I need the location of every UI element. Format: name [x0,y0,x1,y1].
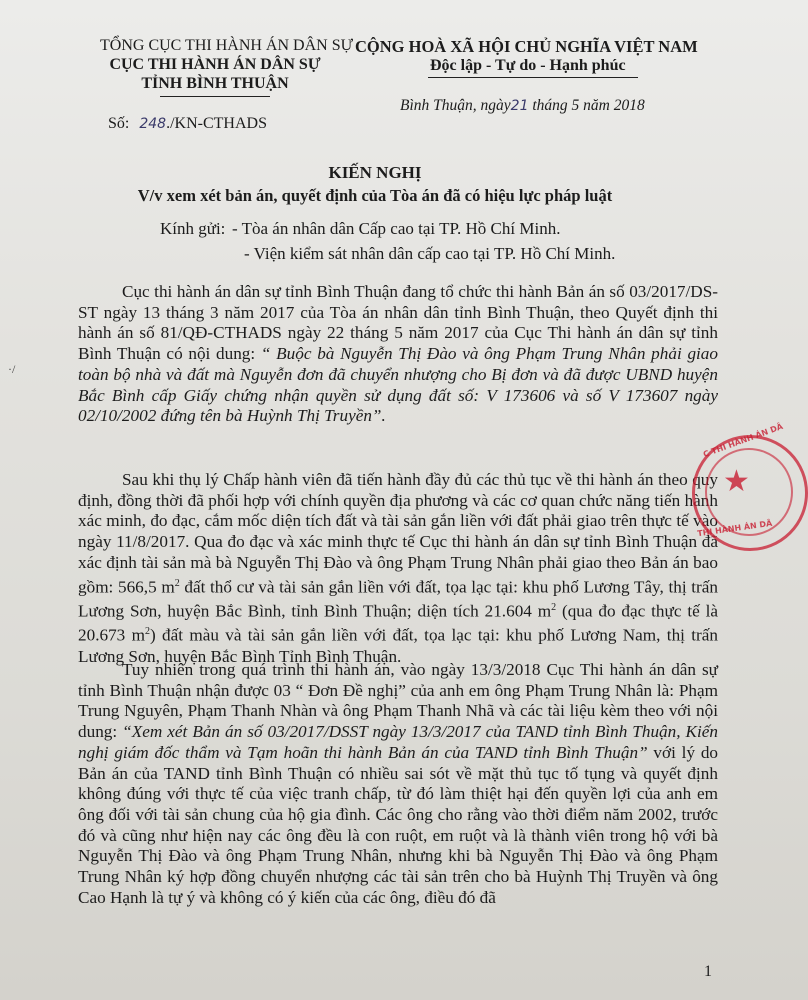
document-title: KIẾN NGHỊ [328,163,422,182]
document-subtitle: V/v xem xét bản án, quyết định của Tòa án đã có hiệu lực pháp luật [137,186,613,205]
agency-divider [160,96,270,97]
date-prefix: Bình Thuận, ngày [400,97,511,114]
paragraph-1-quote: “ Buộc bà Nguyễn Thị Đào và ông Phạm Trung Nhân phải giao toàn bộ nhà và đất mà Nguyễn đơn đã chuyển nhượng cho Bị đơn và đã được UBND huyện Bắc Bình cấp Giấy chứng nhận quyền sử dụng đất số: V 173606 và số V 173607 ngày 02/10/2002 đứng tên bà Huỳnh Thị Truyền”. [78,344,718,426]
paragraph-3-text-a: Tuy nhiên trong quá trình thi hành án, vào ngày 13/3/2018 Cục Thi hành án dân sự tỉnh Bình Thuận nhận được 03 “ Đơn Đề nghị” của anh em ông Phạm Trung Nhân là: Phạm Trung Nguyên, Phạm Thanh Nhàn và ông Phạm Thanh Nhã và các tài liệu kèm theo với nội dung: [78,660,718,742]
page-number: 1 [704,963,712,980]
recipient-2: - Viện kiểm sát nhân dân cấp cao tại TP. Hồ Chí Minh. [244,244,616,263]
date-day-handwritten: 21 [510,98,529,114]
agency-name: CỤC THI HÀNH ÁN DÂN SỰ [109,56,321,73]
doc-number-handwritten: 248 [139,116,167,132]
motto-divider [428,77,638,78]
agency-parent: TỔNG CỤC THI HÀNH ÁN DÂN SỰ [100,37,354,54]
paragraph-2 [78,470,718,668]
paragraph-1 [78,282,718,427]
superscript-3: 2 [144,626,150,638]
paragraph-2-text-d: ) đất màu và tài sản gắn liền với đất, tọa lạc tại: khu phố Lương Nam, thị trấn Lương Sơn, huyện Bắc Bình Tỉnh Bình Thuận. [78,626,718,666]
superscript-2: 2 [551,601,557,613]
paragraph-2-text-c: (qua đo đạc thực tế là 20.673 m [78,601,718,646]
paragraph-2-text-a: Sau khi thụ lý Chấp hành viên đã tiến hành đầy đủ các thủ tục về thi hành án theo quy định, đồng thời đã phối hợp với chính quyền địa phương và các cơ quan chức năng tiến hành xác minh, đo đạc, cắm mốc diện tích đất và tài sản gắn liền với đất phải giao trên thực tế vào ngày 11/8/2017. Qua đo đạc và xác minh thực tế Cục thi hành án dân sự tỉnh Bình Thuận đã xác định tài sản mà bà Nguyễn Thị Đào và ông Phạm Trung Nhân phải giao theo Bản án bao gồm: 566,5 m [78,470,718,597]
doc-number-prefix: Số: [108,115,130,132]
stamp-star-icon: ★ [723,464,750,499]
stamp-text-bottom: THI HÀNH ÁN DÂ [696,518,773,539]
recipient-1: - Tòa án nhân dân Cấp cao tại TP. Hồ Chí Minh. [232,219,561,238]
doc-number-suffix: ./KN-CTHADS [166,115,267,132]
paragraph-3 [78,660,718,908]
paragraph-3-quote: “Xem xét Bản án số 03/2017/DSST ngày 13/3/2017 của TAND tỉnh Bình Thuận, Kiến nghị giám đốc thẩm và Tạm hoãn thi hành Bản án của TAND tỉnh Bình Thuận” [78,722,719,762]
date-suffix: tháng 5 năm 2018 [532,97,645,114]
agency-province: TỈNH BÌNH THUẬN [141,75,289,92]
doc-number [108,114,267,134]
paragraph-3-text-b: với lý do Bản án của TAND tỉnh Bình Thuận có nhiều sai sót về mặt thủ tục tố tụng và quyết định không đúng với thực tế của việc tranh chấp, từ đó làm thiệt hại đến quyền lợi của anh em ông đối với tài sản chung của hộ gia đình. Các ông cho rằng vào thời điểm năm 2002, trước đó và cũng như hiện nay các ông đều là con ruột, em ruột và là thành viên trong hộ với bà Nguyễn Thị Đào và ông Phạm Trung Nhân, nhưng khi bà Nguyễn Thị Đào và ông Phạm Trung Nhân ký hợp đồng chuyển nhượng các tài sản trên cho bà Huỳnh Thị Truyền và ông Cao Hạnh là tự ý và không có ý kiến của các ông, điều đó đã [78,742,719,907]
motto: Độc lập - Tự do - Hạnh phúc [430,57,626,74]
country-name: CỘNG HOÀ XÃ HỘI CHỦ NGHĨA VIỆT NAM [355,37,698,56]
paragraph-2-text-b: đất thổ cư và tài sản gắn liền với đất, tọa lạc tại: khu phố Lương Tây, thị trấn Lương Sơn, huyện Bắc Bình, tỉnh Bình Thuận; diện tích 21.604 m [78,577,718,621]
official-stamp [692,421,808,551]
margin-mark: ·/ [8,362,16,376]
recipients-label: Kính gửi: [160,219,226,238]
superscript-1: 2 [174,577,180,589]
stamp-text-top: C THI HÀNH ÁN DÂ [701,421,785,460]
paragraph-1-text: Cục thi hành án dân sự tỉnh Bình Thuận đang tổ chức thi hành Bản án số 03/2017/DS-ST ngày 13 tháng 3 năm 2017 của Tòa án nhân dân tỉnh Bình Thuận, theo Quyết định thi hành án số 81/QĐ-CTHADS ngày 22 tháng 5 năm 2017 của Cục Thi hành án dân sự tỉnh Bình Thuận có nội dung: [78,282,718,364]
date-line [400,96,645,116]
